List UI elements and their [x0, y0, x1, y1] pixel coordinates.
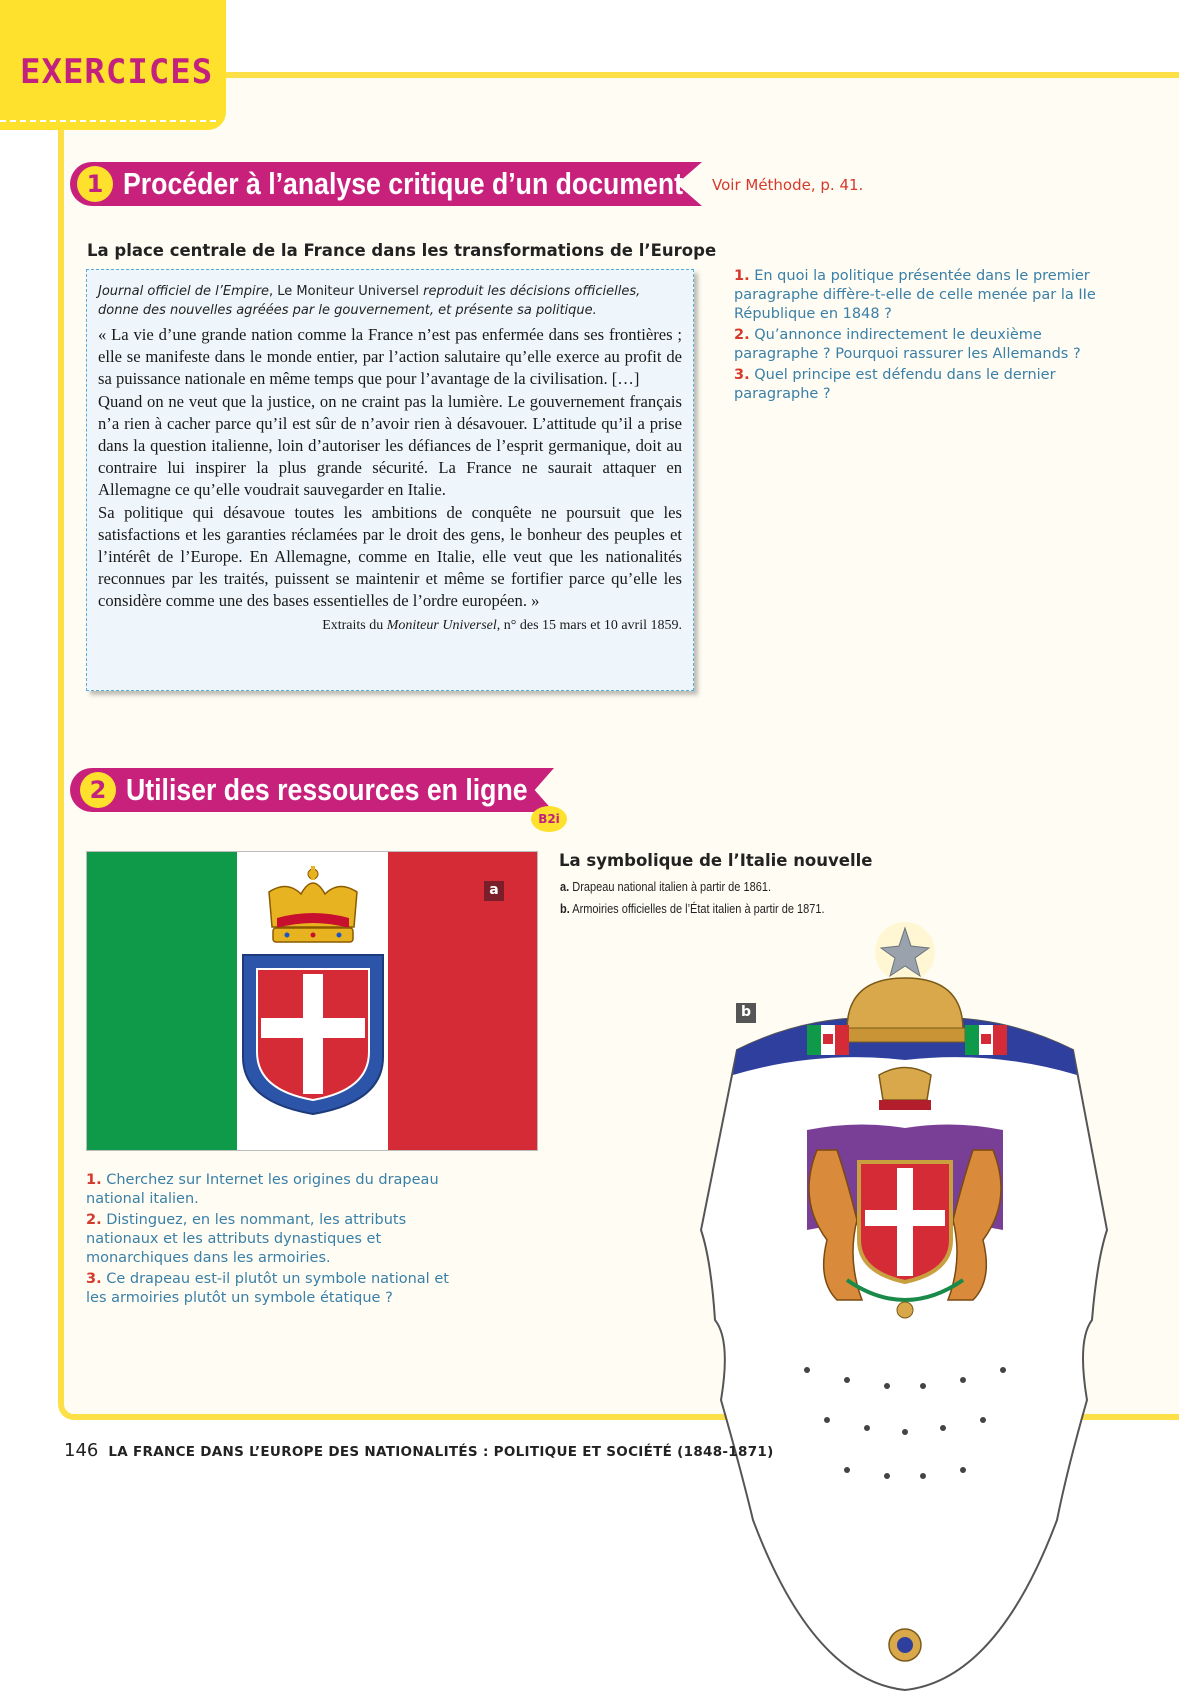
- figure-a-label: a: [484, 881, 504, 901]
- source-title: Moniteur Universel: [386, 617, 497, 633]
- small-flag-icon: [807, 1025, 849, 1055]
- method-reference: Voir Méthode, p. 41.: [712, 176, 864, 194]
- question: [734, 366, 1114, 404]
- caption-a-label: a.: [560, 880, 570, 894]
- caption-a-text: Drapeau national italien à partir de 1861.: [572, 880, 772, 894]
- exercise2-number: 2: [80, 772, 116, 808]
- intro-rest: reproduit les décisions officielles, donne des nouvelles agréées par le gouvernement, et présente sa politique.: [98, 284, 641, 318]
- question-text: Cherchez sur Internet les origines du drapeau national italien.: [86, 1172, 439, 1207]
- question: [734, 326, 1114, 364]
- flag-svg: [87, 852, 537, 1150]
- pavilion-dome-icon: [845, 978, 965, 1042]
- figure-b-label: b: [736, 1003, 756, 1023]
- page-footer: [64, 1440, 774, 1461]
- b2i-badge: B2i: [531, 806, 567, 832]
- coat-of-arms-image: [697, 900, 1111, 1696]
- caption-b-label: b.: [560, 902, 570, 916]
- document-paragraph: Sa politique qui désavoue toutes les ambitions de conquête ne poursuit que les satisfactions et les garanties réclamées par le droit des gens, le bonheur des peuples et l’intérêt de l’Europe. En Allemagne, comme en Italie, elle veut que les nationalités reconnues par les traités, puissent se maintenir et même se fortifier parce qu’elle les considère comme une des bases essentielles de l’ordre européen. »: [98, 502, 682, 611]
- document-body: [98, 324, 682, 613]
- italian-flag-image: [86, 851, 538, 1151]
- question-text: Qu’annonce indirectement le deuxième paragraphe ? Pourquoi rassurer les Allemands ?: [734, 327, 1081, 362]
- caption-b-text: Armoiries officielles de l’État italien à partir de 1871.: [572, 902, 825, 916]
- page-number: 146: [64, 1440, 99, 1461]
- tab-dashed-line: [0, 120, 216, 122]
- document-paragraph: « La vie d’une grande nation comme la France n’est pas enfermée dans ses frontières ; elle se manifeste dans le monde entier, par l’action salutaire qu’elle exerce au profit de sa puissance nationale en même temps que pour l’avantage de la civilisation. […]: [98, 325, 682, 389]
- savoy-shield-icon: [859, 1162, 951, 1282]
- exercise1-number: 1: [77, 166, 113, 202]
- small-flag-icon: [965, 1025, 1007, 1055]
- question-number: 2.: [734, 327, 750, 343]
- question-number: 3.: [734, 367, 750, 383]
- star-icon: [875, 922, 935, 982]
- exercise1-title: Procéder à l’analyse critique d’un document: [123, 166, 684, 201]
- exercises-tab: [0, 0, 226, 130]
- chapter-title: LA FRANCE DANS L’EUROPE DES NATIONALITÉS : POLITIQUE ET SOCIÉTÉ (1848-1871): [108, 1444, 774, 1460]
- document-box: [86, 269, 694, 691]
- exercise2-title: Utiliser des ressources en ligne: [126, 772, 528, 807]
- question-number: 1.: [734, 268, 750, 284]
- document-title: La place centrale de la France dans les transformations de l’Europe: [87, 241, 717, 260]
- crown-icon: [879, 1068, 931, 1111]
- source-suffix: , n° des 15 mars et 10 avril 1859.: [496, 617, 682, 633]
- document-source: [98, 618, 682, 634]
- question-number: 3.: [86, 1271, 102, 1287]
- document-intro: [98, 282, 682, 320]
- question: [734, 267, 1114, 324]
- exercises-tab-title: EXERCICES: [20, 52, 214, 92]
- document-paragraph: Quand on ne veut que la justice, on ne craint pas la lumière. Le gouvernement français n’a rien à cacher parce qu’il est sûr de n’avoir rien à désavouer. L’attitude qu’il a prise dans la question italienne, loin d’autoriser les défiances de l’esprit germanique, doit au contraire lui inspirer la plus grande sécurité. La France ne saurait attaquer en Allemagne ce qu’elle voudrait sauvegarder en Italie.: [98, 391, 682, 500]
- question-text: Distinguez, en les nommant, les attributs nationaux et les attributs dynastiques et monarchiques dans les armoiries.: [86, 1212, 407, 1266]
- question-text: Ce drapeau est-il plutôt un symbole national et les armoiries plutôt un symbole étatique ?: [86, 1271, 449, 1306]
- question-number: 1.: [86, 1172, 102, 1188]
- question: [86, 1270, 466, 1308]
- question-number: 2.: [86, 1212, 102, 1228]
- question: [86, 1211, 466, 1268]
- exercise2-questions: [86, 1171, 466, 1310]
- question-text: Quel principe est défendu dans le dernier paragraphe ?: [734, 367, 1056, 402]
- intro-journal: Journal officiel de l’Empire: [98, 284, 269, 299]
- intro-moniteur: , Le Moniteur Universel: [268, 284, 424, 299]
- question-text: En quoi la politique présentée dans le premier paragraphe diffère-t-elle de celle menée par la IIe République en 1848 ?: [734, 268, 1096, 322]
- question: [86, 1171, 466, 1209]
- source-prefix: Extraits du: [322, 617, 387, 633]
- figure-title: La symbolique de l’Italie nouvelle: [559, 851, 873, 870]
- order-badge-icon: [889, 1629, 921, 1661]
- caption-a: [560, 880, 771, 894]
- savoy-shield-icon: [243, 955, 383, 1114]
- exercise1-questions: [734, 267, 1114, 406]
